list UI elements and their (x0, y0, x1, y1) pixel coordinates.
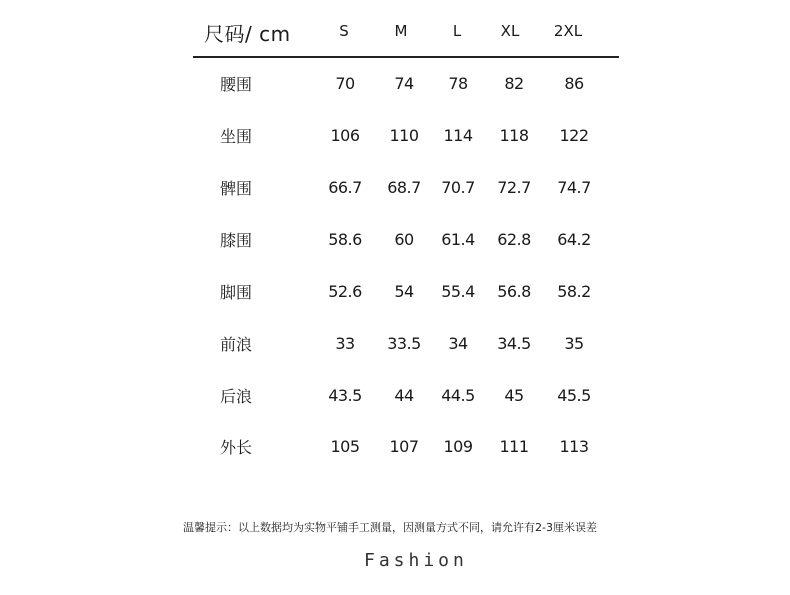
row-label-thigh: 髀围 (220, 179, 253, 198)
row-label-leg-opening: 脚围 (220, 283, 253, 302)
table-cell: 58.2 (557, 282, 591, 301)
table-cell: 33.5 (387, 334, 421, 353)
table-cell: 54 (394, 282, 414, 301)
row-label-outseam: 外长 (220, 438, 253, 457)
table-cell: 55.4 (441, 282, 475, 301)
table-cell: 44.5 (441, 386, 475, 405)
table-cell: 60 (394, 230, 414, 249)
table-cell: 66.7 (328, 178, 362, 197)
table-cell: 35 (564, 334, 584, 353)
table-cell: 62.8 (497, 230, 531, 249)
brand-text: Fashion (364, 550, 468, 571)
table-cell: 56.8 (497, 282, 531, 301)
table-cell: 58.6 (328, 230, 362, 249)
table-cell: 82 (504, 74, 524, 93)
row-label-hip: 坐围 (220, 127, 253, 146)
table-cell: 70 (335, 74, 355, 93)
table-cell: 107 (389, 437, 419, 456)
row-label-front-rise: 前浪 (220, 335, 253, 354)
table-cell: 72.7 (497, 178, 531, 197)
table-title: 尺码/ cm (204, 22, 291, 46)
size-header-xl: XL (500, 22, 520, 40)
table-cell: 44 (394, 386, 414, 405)
table-cell: 113 (559, 437, 589, 456)
table-cell: 43.5 (328, 386, 362, 405)
table-cell: 52.6 (328, 282, 362, 301)
row-label-knee: 膝围 (220, 231, 253, 250)
size-header-m: M (394, 22, 408, 40)
table-cell: 78 (448, 74, 468, 93)
table-cell: 118 (499, 126, 529, 145)
table-cell: 114 (443, 126, 473, 145)
table-cell: 122 (559, 126, 589, 145)
table-cell: 34 (448, 334, 468, 353)
table-cell: 74.7 (557, 178, 591, 197)
measurement-note: 温馨提示：以上数据均为实物平铺手工测量，因测量方式不同，请允许有2-3厘米误差 (183, 521, 597, 534)
table-cell: 70.7 (441, 178, 475, 197)
table-cell: 33 (335, 334, 355, 353)
table-cell: 105 (330, 437, 360, 456)
table-cell: 109 (443, 437, 473, 456)
table-cell: 34.5 (497, 334, 531, 353)
table-cell: 110 (389, 126, 419, 145)
table-cell: 45 (504, 386, 524, 405)
table-cell: 86 (564, 74, 584, 93)
row-label-back-rise: 后浪 (220, 387, 253, 406)
table-cell: 68.7 (387, 178, 421, 197)
table-cell: 64.2 (557, 230, 591, 249)
table-cell: 74 (394, 74, 414, 93)
table-cell: 45.5 (557, 386, 591, 405)
table-cell: 111 (499, 437, 529, 456)
header-divider (193, 56, 619, 58)
row-label-waist: 腰围 (220, 75, 253, 94)
table-cell: 106 (330, 126, 360, 145)
table-cell: 61.4 (441, 230, 475, 249)
size-header-2xl: 2XL (553, 22, 583, 40)
size-header-l: L (452, 22, 462, 40)
size-header-s: S (339, 22, 349, 40)
